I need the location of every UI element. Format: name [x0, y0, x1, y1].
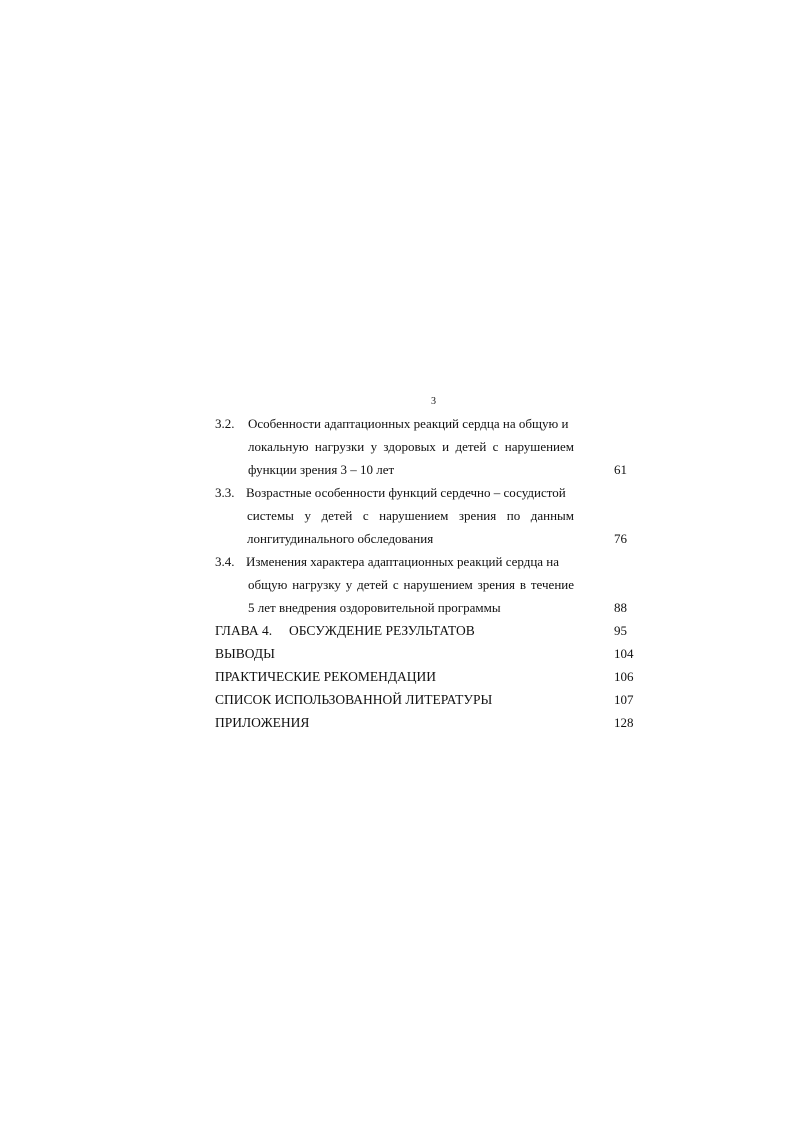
- section-page-number: 76: [614, 531, 627, 546]
- toc-entry-page-number: 106: [614, 669, 634, 684]
- toc-entry-page-number: 128: [614, 715, 634, 730]
- chapter-page-number: 95: [614, 623, 627, 638]
- toc-entry-title: ПРИЛОЖЕНИЯ: [215, 715, 310, 730]
- toc-entry-title: ВЫВОДЫ: [215, 646, 275, 661]
- toc-entry-line: [215, 554, 559, 570]
- section-title-line: Особенности адаптационных реакций сердца на общую и: [248, 416, 569, 431]
- toc-entry-page-number: 107: [614, 692, 634, 707]
- toc-entry-title: СПИСОК ИСПОЛЬЗОВАННОЙ ЛИТЕРАТУРЫ: [215, 692, 493, 707]
- chapter-number: ГЛАВА 4.: [215, 623, 273, 638]
- section-number: 3.3.: [215, 485, 235, 500]
- section-title-line: общую нагрузку у детей с нарушением зрения в течение: [248, 577, 574, 592]
- toc-entry-line: [215, 485, 566, 501]
- section-title-line: системы у детей с нарушением зрения по данным: [247, 508, 574, 523]
- toc-entry-page-number: 104: [614, 646, 634, 661]
- toc-entry-line: [215, 416, 568, 432]
- toc-entry-line: [215, 623, 475, 639]
- section-number: 3.2.: [215, 416, 235, 431]
- section-title-line: локальную нагрузки у здоровых и детей с нарушением: [248, 439, 574, 454]
- section-title-line: лонгитудинального обследования: [247, 531, 434, 546]
- section-title-line: функции зрения 3 – 10 лет: [248, 462, 395, 477]
- page-number: 3: [431, 396, 436, 407]
- section-number: 3.4.: [215, 554, 235, 569]
- section-page-number: 61: [614, 462, 627, 477]
- section-page-number: 88: [614, 600, 627, 615]
- chapter-title: ОБСУЖДЕНИЕ РЕЗУЛЬТАТОВ: [289, 623, 475, 638]
- section-title-line: 5 лет внедрения оздоровительной программы: [248, 600, 501, 615]
- section-title-line: Возрастные особенности функций сердечно – сосудистой: [246, 485, 566, 500]
- section-title-line: Изменения характера адаптационных реакций сердца на: [246, 554, 560, 569]
- toc-entry-title: ПРАКТИЧЕСКИЕ РЕКОМЕНДАЦИИ: [215, 669, 437, 684]
